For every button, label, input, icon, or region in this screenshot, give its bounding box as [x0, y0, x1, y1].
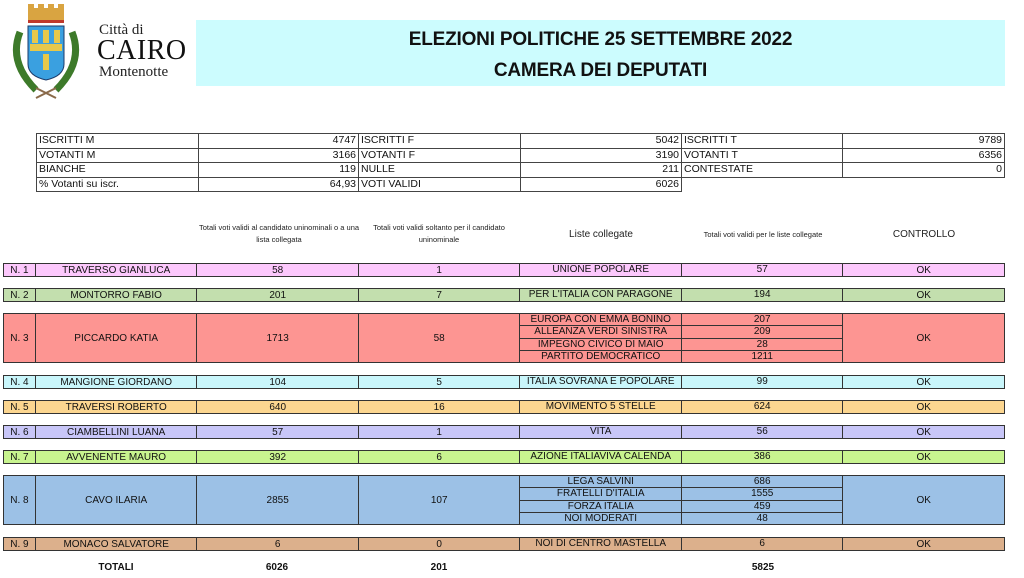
linked-list-row	[520, 264, 842, 276]
candidate-only-votes: 58	[359, 314, 521, 362]
list-votes: 624	[753, 401, 771, 412]
summary-value: 119	[199, 163, 359, 178]
logo-text-citta: Città di	[99, 22, 144, 38]
summary-value: 64,93	[199, 177, 359, 192]
list-votes: 194	[753, 289, 771, 300]
list-votes: 1555	[751, 488, 774, 499]
summary-label: ISCRITTI F	[359, 134, 521, 149]
candidate-only-votes: 16	[359, 401, 521, 413]
column-header-control: CONTROLLO	[892, 229, 956, 240]
linked-list-row	[520, 401, 842, 413]
linked-list-row	[520, 326, 842, 339]
summary-label: BIANCHE	[37, 163, 199, 178]
candidate-only-votes: 1	[359, 264, 521, 276]
candidate-row	[3, 450, 1005, 464]
candidate-row	[3, 288, 1005, 302]
candidate-total-valid: 104	[197, 376, 359, 388]
linked-lists	[520, 426, 843, 438]
linked-list-row	[520, 289, 842, 301]
column-header-lists: Liste collegate	[569, 229, 633, 240]
candidate-number: N. 6	[4, 426, 36, 438]
candidate-number: N. 9	[4, 538, 36, 550]
summary-label: % Votanti su iscr.	[37, 177, 199, 192]
control-status: OK	[916, 376, 931, 388]
candidate-total-valid: 201	[197, 289, 359, 301]
summary-value: 3190	[521, 148, 682, 163]
linked-lists	[520, 314, 843, 362]
summary-value: 4747	[199, 134, 359, 149]
list-votes: 459	[753, 500, 771, 512]
list-votes: 57	[756, 264, 768, 275]
summary-value: 6026	[521, 177, 682, 192]
control-status: OK	[916, 264, 931, 276]
summary-label: ISCRITTI M	[37, 134, 199, 149]
candidate-number: N. 3	[4, 314, 36, 362]
linked-lists	[520, 451, 843, 463]
logo-text-montenotte: Montenotte	[99, 64, 169, 80]
candidate-only-votes: 6	[359, 451, 521, 463]
summary-row	[37, 177, 1005, 192]
page-subtitle: CAMERA DEI DEPUTATI	[493, 60, 708, 81]
linked-list-row	[520, 538, 842, 550]
candidate-name: TRAVERSI ROBERTO	[36, 401, 198, 413]
column-header-list-totals: Totali voti validi per le liste collegate	[703, 230, 823, 239]
totals-list-totals: 5825	[751, 562, 775, 573]
candidate-only-votes: 5	[359, 376, 521, 388]
candidate-row	[3, 537, 1005, 551]
summary-label: VOTANTI F	[359, 148, 521, 163]
candidate-total-valid: 640	[197, 401, 359, 413]
summary-row	[37, 163, 1005, 178]
candidate-name: CIAMBELLINI LUANA	[36, 426, 198, 438]
summary-row	[37, 148, 1005, 163]
linked-list-row	[520, 476, 842, 489]
candidate-total-valid: 6	[197, 538, 359, 550]
summary-row	[37, 134, 1005, 149]
summary-value: 0	[843, 163, 1005, 178]
list-name: UNIONE POPOLARE	[520, 264, 682, 276]
totals-total-valid: 6026	[265, 562, 289, 573]
linked-list-row	[520, 513, 842, 525]
linked-lists	[520, 289, 843, 301]
linked-list-row	[520, 376, 842, 388]
candidate-name: TRAVERSO GIANLUCA	[36, 264, 198, 276]
column-header-total-valid: Totali voti validi al candidato uninominali o a una lista collegata	[198, 223, 360, 244]
control-status: OK	[916, 494, 931, 506]
linked-list-row	[520, 351, 842, 363]
list-name: NOI DI CENTRO MASTELLA	[520, 538, 682, 550]
candidate-number: N. 7	[4, 451, 36, 463]
candidate-number: N. 2	[4, 289, 36, 301]
list-name: VITA	[520, 426, 682, 438]
control-status: OK	[916, 332, 931, 344]
candidate-row	[3, 475, 1005, 525]
city-logo	[4, 2, 187, 102]
linked-lists	[520, 401, 843, 413]
candidate-total-valid: 392	[197, 451, 359, 463]
candidate-name: MANGIONE GIORDANO	[36, 376, 198, 388]
page-header	[196, 20, 1005, 86]
list-name: PARTITO DEMOCRATICO	[520, 351, 682, 363]
candidate-only-votes: 0	[359, 538, 521, 550]
candidate-number: N. 1	[4, 264, 36, 276]
linked-lists	[520, 476, 843, 524]
linked-list-row	[520, 314, 842, 327]
linked-list-row	[520, 451, 842, 463]
candidate-only-votes: 107	[359, 476, 521, 524]
candidate-name: MONACO SALVATORE	[36, 538, 198, 550]
summary-label: VOTANTI M	[37, 148, 199, 163]
candidate-total-valid: 58	[197, 264, 359, 276]
totals-only-candidate: 201	[430, 562, 448, 573]
list-name: EUROPA CON EMMA BONINO	[520, 314, 682, 326]
linked-list-row	[520, 501, 842, 514]
candidate-number: N. 5	[4, 401, 36, 413]
summary-label: VOTI VALIDI	[359, 177, 521, 192]
control-status: OK	[916, 289, 931, 301]
candidate-name: AVVENENTE MAURO	[36, 451, 198, 463]
control-status: OK	[916, 426, 931, 438]
summary-value: 211	[521, 163, 682, 178]
linked-list-row	[520, 488, 842, 501]
linked-list-row	[520, 426, 842, 438]
linked-lists	[520, 538, 843, 550]
candidate-total-valid: 57	[197, 426, 359, 438]
summary-label: NULLE	[359, 163, 521, 178]
candidate-name: MONTORRO FABIO	[36, 289, 198, 301]
candidate-row	[3, 425, 1005, 439]
list-name: ITALIA SOVRANA E POPOLARE	[520, 376, 682, 388]
page-title: ELEZIONI POLITICHE 25 SETTEMBRE 2022	[408, 29, 793, 50]
list-votes: 686	[753, 475, 771, 487]
linked-list-row	[520, 339, 842, 352]
list-votes: 1211	[751, 351, 773, 362]
linked-lists	[520, 376, 843, 388]
list-name: MOVIMENTO 5 STELLE	[520, 401, 682, 413]
list-name: LEGA SALVINI	[520, 476, 682, 488]
candidate-total-valid: 2855	[197, 476, 359, 524]
list-votes: 207	[753, 313, 771, 325]
column-header-only-candidate: Totali voti validi soltanto per il candidato uninominale	[373, 223, 505, 244]
list-name: PER L'ITALIA CON PARAGONE	[520, 289, 682, 301]
list-name: AZIONE ITALIAVIVA CALENDA	[520, 451, 682, 463]
control-status: OK	[916, 538, 931, 550]
summary-value: 9789	[843, 134, 1005, 149]
candidate-total-valid: 1713	[197, 314, 359, 362]
summary-table	[36, 133, 1005, 192]
summary-label: ISCRITTI T	[682, 134, 843, 149]
linked-lists	[520, 264, 843, 276]
candidate-name: PICCARDO KATIA	[36, 314, 198, 362]
list-name: NOI MODERATI	[520, 513, 682, 525]
candidate-row	[3, 400, 1005, 414]
logo-text-cairo: CAIRO	[97, 35, 187, 66]
list-votes: 28	[756, 338, 768, 350]
candidate-name: CAVO ILARIA	[36, 476, 198, 524]
list-name: FRATELLI D'ITALIA	[520, 488, 682, 500]
candidate-row	[3, 313, 1005, 363]
totals-label: TOTALI	[98, 562, 134, 573]
candidate-row	[3, 375, 1005, 389]
list-name: IMPEGNO CIVICO DI MAIO	[520, 339, 682, 351]
control-status: OK	[916, 401, 931, 413]
candidate-only-votes: 7	[359, 289, 521, 301]
candidate-number: N. 8	[4, 476, 36, 524]
list-name: FORZA ITALIA	[520, 501, 682, 513]
summary-value: 5042	[521, 134, 682, 149]
summary-label: CONTESTATE	[682, 163, 843, 178]
list-votes: 209	[753, 326, 771, 337]
list-votes: 6	[759, 538, 765, 549]
coat-of-arms-icon	[6, 2, 86, 102]
list-votes: 48	[756, 513, 768, 524]
control-status: OK	[916, 451, 931, 463]
candidate-only-votes: 1	[359, 426, 521, 438]
summary-value: 6356	[843, 148, 1005, 163]
list-votes: 56	[756, 426, 768, 437]
candidate-number: N. 4	[4, 376, 36, 388]
list-name: ALLEANZA VERDI SINISTRA	[520, 326, 682, 338]
list-votes: 386	[753, 451, 771, 462]
candidate-row	[3, 263, 1005, 277]
list-votes: 99	[756, 376, 768, 387]
summary-value: 3166	[199, 148, 359, 163]
summary-label: VOTANTI T	[682, 148, 843, 163]
